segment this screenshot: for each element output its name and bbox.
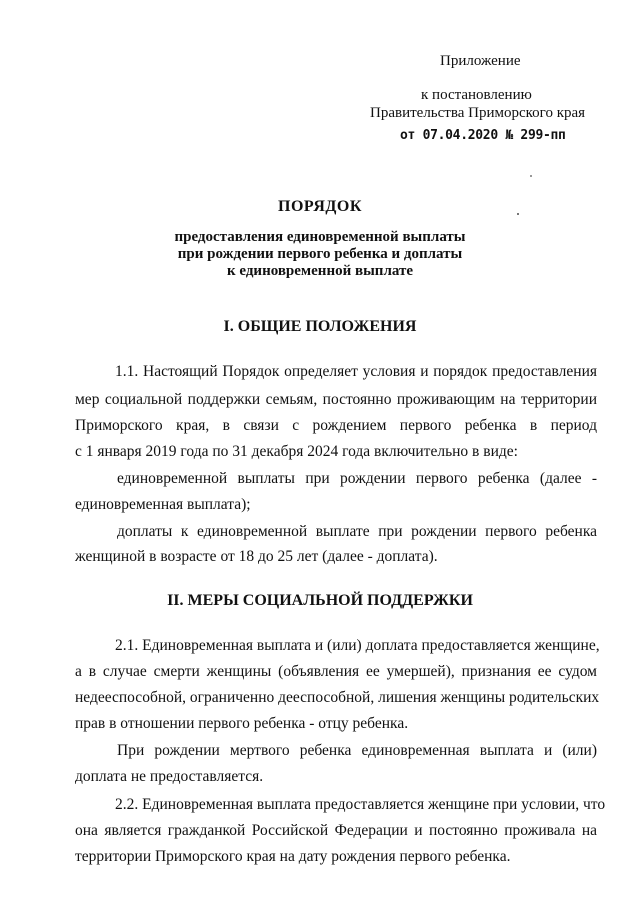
section-2-heading: II. МЕРЫ СОЦИАЛЬНОЙ ПОДДЕРЖКИ [167, 592, 473, 609]
paragraph-line: единовременная выплата); [75, 496, 251, 513]
scan-speck [517, 213, 519, 215]
paragraph-line: с 1 января 2019 года по 31 декабря 2024 года включительно в виде: [75, 443, 518, 460]
paragraph-line: недееспособной, ограниченно дееспособной, лишения женщины родительских [75, 689, 600, 706]
appendix-label: Приложение [440, 53, 521, 69]
document-subtitle-line1: предоставления единовременной выплаты [174, 229, 466, 245]
paragraph-line: она является гражданкой Российской Федерации и постоянно проживала на [75, 822, 597, 839]
paragraph-line: мер социальной поддержки семьям, постоянно проживающим на территории [75, 391, 597, 408]
section-1-heading: I. ОБЩИЕ ПОЛОЖЕНИЯ [223, 318, 417, 335]
resolution-label: к постановлению [421, 87, 532, 103]
paragraph-line: 1.1. Настоящий Порядок определяет условия и порядок предоставления [115, 363, 597, 380]
scan-speck [530, 175, 532, 177]
government-label: Правительства Приморского края [370, 105, 586, 121]
paragraph-line: При рождении мертвого ребенка единовременная выплата и (или) [117, 742, 597, 759]
paragraph-line: 2.1. Единовременная выплата и (или) доплата предоставляется женщине, [115, 637, 600, 654]
paragraph-line: доплаты к единовременной выплате при рождении первого ребенка [117, 523, 597, 540]
document-title: ПОРЯДОК [278, 198, 362, 215]
date-number-stamp: от 07.04.2020 № 299-пп [400, 128, 566, 143]
document-subtitle-line3: к единовременной выплате [226, 263, 413, 279]
paragraph-line: а в случае смерти женщины (объявления ее умершей), признания ее судом [75, 663, 597, 680]
paragraph-line: территории Приморского края на дату рождения первого ребенка. [75, 848, 511, 865]
paragraph-line: 2.2. Единовременная выплата предоставляется женщине при условии, что [115, 796, 606, 813]
paragraph-line: единовременной выплаты при рождении первого ребенка (далее - [117, 470, 597, 487]
document-subtitle-line2: при рождении первого ребенка и доплаты [177, 246, 463, 262]
paragraph-line: прав в отношении первого ребенка - отцу ребенка. [75, 715, 409, 732]
paragraph-line: Приморского края, в связи с рождением первого ребенка в период [75, 417, 597, 434]
paragraph-line: женщиной в возрасте от 18 до 25 лет (далее - доплата). [75, 548, 438, 565]
paragraph-line: доплата не предоставляется. [75, 768, 264, 785]
